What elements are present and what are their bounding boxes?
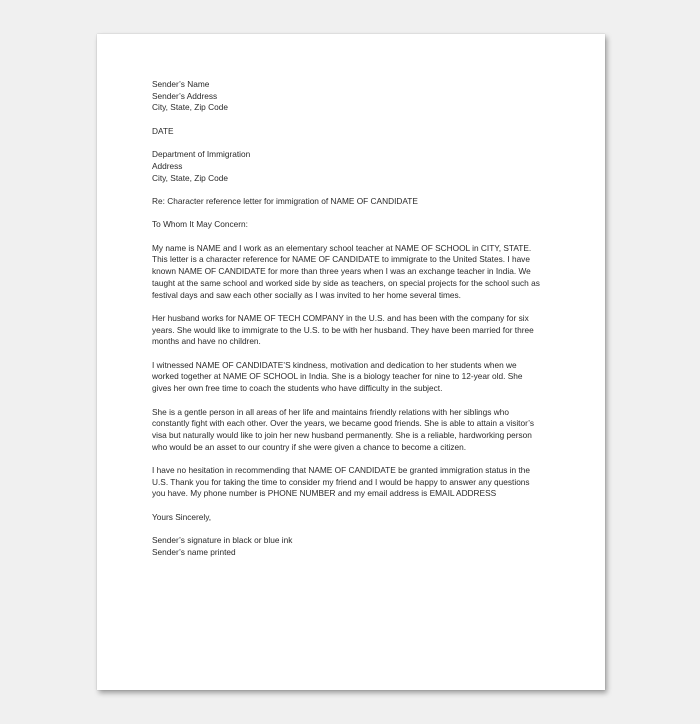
paragraph-line: I witnessed NAME OF CANDIDATE’S kindness, motivation and dedication to her students when we [152,359,517,370]
sender-city-state-zip: City, State, Zip Code [152,102,228,113]
body-paragraph [152,313,562,348]
salutation: To Whom It May Concern: [152,219,248,230]
paragraph-line: you have. My phone number is PHONE NUMBER and my email address is EMAIL ADDRESS [152,488,497,499]
printed-name-line: Sender’s name printed [152,546,236,557]
subject-line: Re: Character reference letter for immigration of NAME OF CANDIDATE [152,195,418,206]
salutation-block [152,219,562,231]
paragraph-line: taught at the same school and worked side by side as teachers, on special projects for the school such as [152,277,540,288]
letter-content [152,79,562,570]
paragraph-line: This letter is a character reference for NAME OF CANDIDATE to immigrate to the United States. I have [152,254,530,265]
recipient-department: Department of Immigration [152,149,251,160]
paragraph-line: visa but naturally would like to join her new husband permanently. She is a reliable, hardworking person [152,429,532,440]
paragraph-line: gives her own free time to coach the students who have difficulty in the subject. [152,383,443,394]
closing-block [152,512,562,524]
sender-address: Sender’s Address [152,90,218,101]
date-block [152,126,562,138]
sender-block [152,79,562,114]
paragraph-line: My name is NAME and I work as an elementary school teacher at NAME OF SCHOOL in CITY, STATE. [152,242,532,253]
recipient-address: Address [152,160,183,171]
letter-page [97,34,605,690]
paragraph-line: She is a gentle person in all areas of her life and maintains friendly relations with her siblings who [152,406,509,417]
sender-name: Sender’s Name [152,79,210,89]
body-paragraph [152,465,562,500]
signature-block [152,535,562,558]
recipient-block [152,149,562,184]
body-paragraph [152,243,562,302]
paragraph-line: Her husband works for NAME OF TECH COMPANY in the U.S. and has been with the company for six [152,312,529,323]
paragraph-line: I have no hesitation in recommending that NAME OF CANDIDATE be granted immigration status in the [152,465,530,476]
letter-date: DATE [152,125,174,136]
paragraph-line: worked together at NAME OF SCHOOL in India. She is a biology teacher for nine to 12-year old. She [152,371,523,382]
paragraph-line: U.S. Thank you for taking the time to consider my friend and I would be happy to answer any questions [152,476,530,487]
subject-block [152,196,562,208]
body-paragraph [152,407,562,454]
paragraph-line: years. She would like to immigrate to the U.S. to be with her husband. They have been married for three [152,324,534,335]
recipient-city-state-zip: City, State, Zip Code [152,172,228,183]
paragraph-line: festival days and saw each other socially as I was invited to her home several times. [152,289,461,300]
paragraph-line: months and have no children. [152,336,261,347]
paragraph-line: known NAME OF CANDIDATE for more than three years when I was an exchange teacher in India. We [152,266,531,277]
closing: Yours Sincerely, [152,511,212,522]
paragraph-line: constantly fight with each other. Over the years, we became good friends. She is able to attain a visitor’s [152,418,535,429]
paragraph-line: who would be an asset to our country if she were given a chance to become a citizen. [152,441,467,452]
signature-line: Sender’s signature in black or blue ink [152,535,293,546]
body-paragraph [152,360,562,395]
